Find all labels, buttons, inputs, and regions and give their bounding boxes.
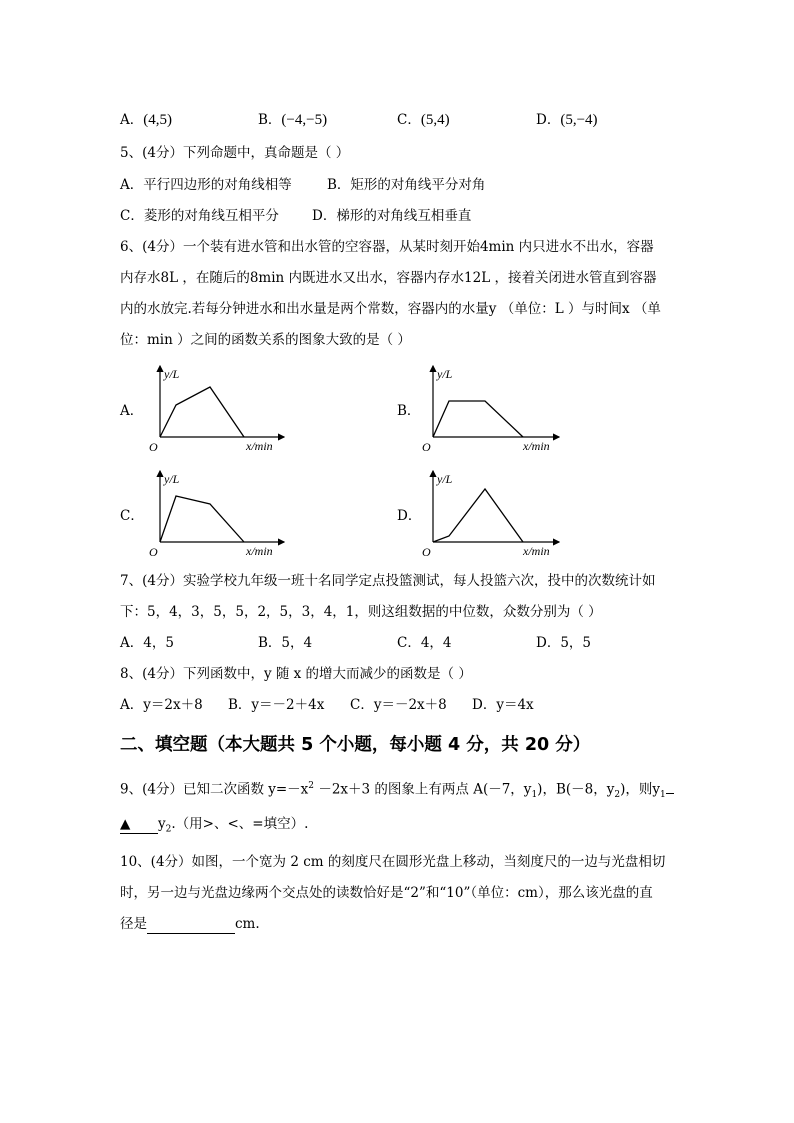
q5-option-a: A．平行四边形的对角线相等 xyxy=(120,177,292,193)
graph-b-curve xyxy=(433,401,523,437)
graph-d-label: D． xyxy=(397,508,422,524)
q10-line-3: 径是 cm. xyxy=(120,916,260,932)
graph-c-origin: O xyxy=(149,545,158,559)
q6-line-4: 位：min ）之间的函数关系的图象大致的是（ ） xyxy=(120,332,411,348)
graph-d-origin: O xyxy=(422,545,431,559)
q7-option-c: C．4，4 xyxy=(397,635,452,651)
q8-option-d: D．y＝4x xyxy=(472,697,534,713)
graph-b-label: B． xyxy=(397,403,421,419)
q9-marker: ▲ xyxy=(120,816,131,832)
graph-c-x-label: x/min xyxy=(246,544,273,558)
q6-line-2: 内存水8L ，在随后的8min 内既进水又出水，容器内存水12L ，接着关闭进水管直到容器 xyxy=(120,270,657,286)
graph-c-y-label: y/L xyxy=(164,472,180,486)
q4-option-c: C．(5,4) xyxy=(397,112,450,128)
graph-d xyxy=(415,465,565,560)
graph-a-label: A． xyxy=(120,403,144,419)
graph-d-curve xyxy=(433,489,523,542)
q5-option-c: C．菱形的对角线互相平分 xyxy=(120,208,279,224)
q9-answer-blank[interactable] xyxy=(120,815,158,834)
q8-stem: 8、(4分）下列函数中，y 随 x 的增大而减少的函数是（ ） xyxy=(120,666,472,682)
q5-option-d: D．梯形的对角线互相垂直 xyxy=(312,208,472,224)
q9-line-1: 9、(4分）已知二次函数 $y=-x^2 -2x+3$ 的图象上有两点 A(－7，$y_1$)，B(－8，$y_2$)，则$y_1$ xyxy=(120,777,674,804)
q4-option-a: A．(4,5) xyxy=(120,112,172,128)
graph-a-y-label: y/L xyxy=(164,367,180,381)
graph-c-label: C． xyxy=(120,508,144,524)
graph-a-x-label: x/min xyxy=(246,439,273,453)
q10-line-1: 10、(4分）如图，一个宽为 2 cm 的刻度尺在圆形光盘上移动，当刻度尺的一边与光盘相切 xyxy=(120,854,666,870)
q10-answer-blank[interactable] xyxy=(147,915,235,934)
graph-a-origin: O xyxy=(149,440,158,454)
graph-d-x-label: x/min xyxy=(523,544,550,558)
graph-b xyxy=(415,360,565,455)
graph-b-y-label: y/L xyxy=(437,367,453,381)
q6-line-3: 内的水放完.若每分钟进水和出水量是两个常数，容器内的水量y （单位：L ）与时间x （单 xyxy=(120,301,661,317)
section-2-title: 二、填空题（本大题共 5 个小题，每小题 4 分，共 20 分） xyxy=(120,735,591,755)
q7-option-a: A．4，5 xyxy=(120,635,174,651)
graph-d-y-label: y/L xyxy=(437,472,453,486)
q4-option-b: B．(−4,−5) xyxy=(258,112,328,128)
q7-option-d: D．5，5 xyxy=(536,635,592,651)
q10-line-2: 时，另一边与光盘边缘两个交点处的读数恰好是“2”和“10”（单位：cm），那么该光盘的直 xyxy=(120,885,653,901)
graph-c-curve xyxy=(160,496,244,542)
q7-line-1: 7、(4分）实验学校九年级一班十名同学定点投篮测试，每人投篮六次，投中的次数统计如 xyxy=(120,573,656,589)
q7-option-b: B．5，4 xyxy=(258,635,313,651)
q7-line-2: 下：5，4，3，5，5，2，5，3，4，1，则这组数据的中位数，众数分别为（ ） xyxy=(120,604,602,620)
graph-a xyxy=(140,360,290,455)
q9-line-2: ▲ $y_2$.（用>、<、=填空）. xyxy=(120,816,309,835)
q8-option-a: A．y＝2x＋8 xyxy=(120,697,203,713)
graph-b-origin: O xyxy=(422,440,431,454)
q5-option-b: B．矩形的对角线平分对角 xyxy=(327,177,486,193)
graph-c xyxy=(140,465,290,560)
q4-option-d: D．(5,−4) xyxy=(536,112,598,128)
q8-option-c: C．y＝－2x＋8 xyxy=(350,697,447,713)
graph-a-curve xyxy=(160,387,244,437)
q8-option-b: B．y＝－2＋4x xyxy=(228,697,325,713)
q6-line-1: 6、(4分）一个装有进水管和出水管的空容器，从某时刻开始4min 内只进水不出水，容器 xyxy=(120,239,654,255)
graph-b-x-label: x/min xyxy=(523,439,550,453)
q5-stem: 5、(4分）下列命题中，真命题是（ ） xyxy=(120,145,350,161)
